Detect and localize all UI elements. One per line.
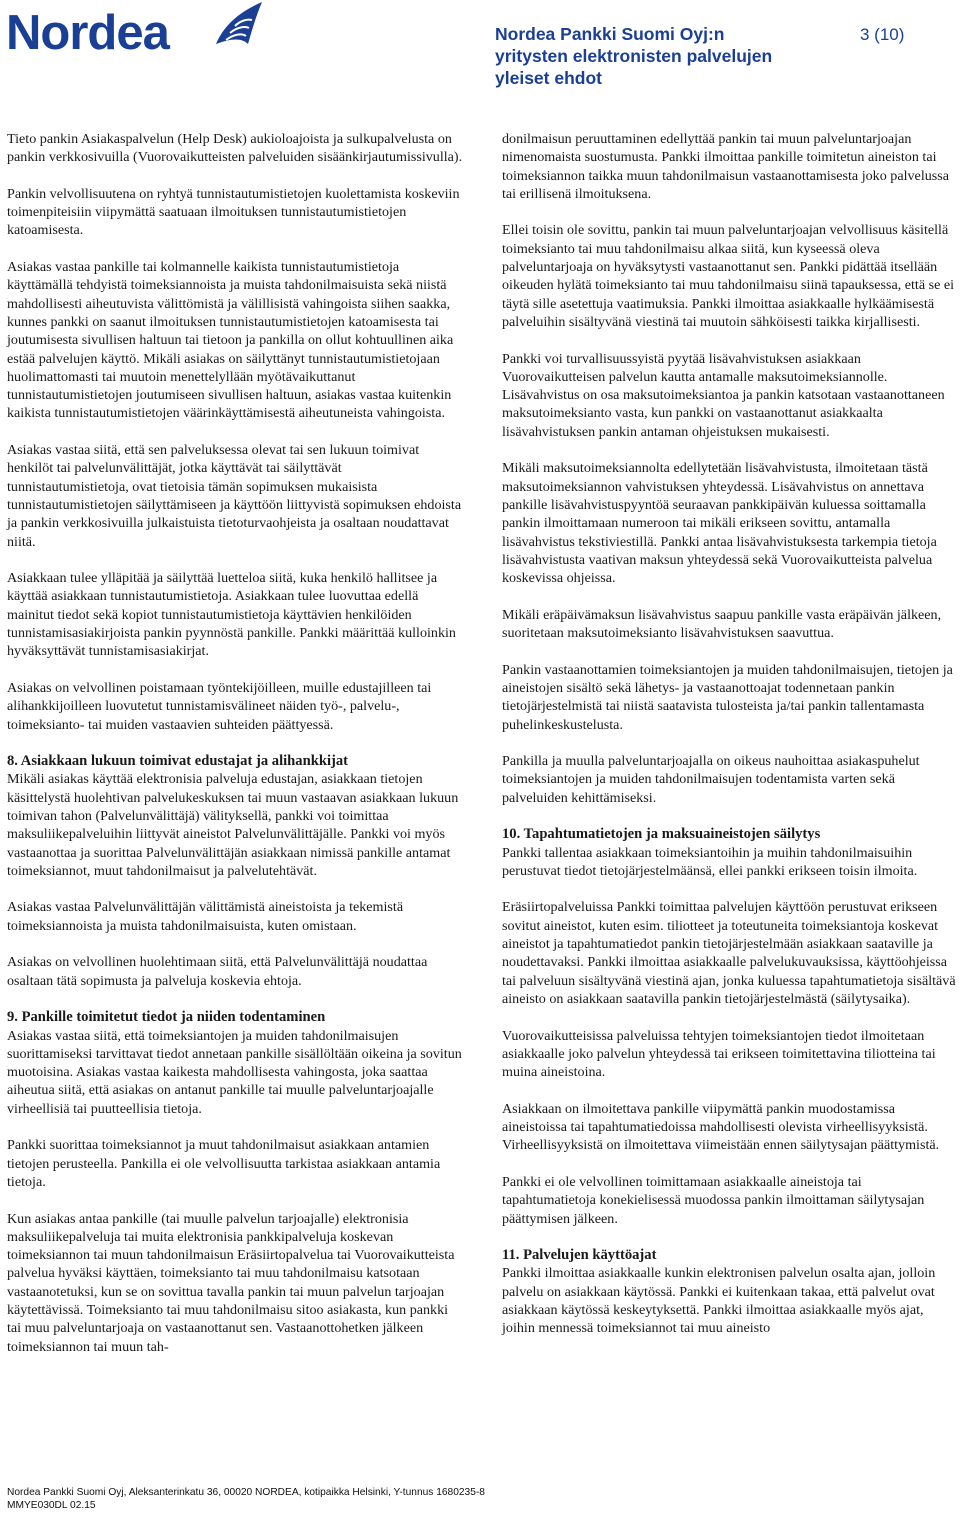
left-column	[7, 130, 463, 1374]
paragraph: Pankilla ja muulla palveluntarjoajalla on oikeus nauhoittaa asiakaspuhelut toimeksiantojen ja muiden tahdonilmaisujen todentamista varten sekä palveluiden kehittämiseksi.	[502, 753, 920, 806]
paragraph: Mikäli eräpäivämaksun lisävahvistus saapuu pankille vasta eräpäivän jälkeen, suoritetaan maksutoimeksianto lisävahvistuksen saavuttua.	[502, 606, 942, 642]
paragraph: Pankki tallentaa asiakkaan toimeksiantoihin ja muihin tahdonilmaisuihin perustuvat tiedot tietojärjestelmäänsä, ellei pankki erikseen toisin ilmoita.	[502, 844, 918, 879]
paragraph: Pankki ei ole velvollinen toimittamaan asiakkaalle aineistoja tai tapahtumatietoja konekielisessä muodossa pankin ilmoittaman säilytysajan päättymisen jälkeen.	[502, 1173, 925, 1227]
paragraph: Kun asiakas antaa pankille (tai muulle palvelun tarjoajalle) elektronisia maksuliikepalveluja tai muita elektronisia pankkipalveluja koskevan toimeksiannon tai muun tahdonilmaisun Eräsiirtopalvelua tai Vuorovaikutteista palvelua hyväksi käyttäen, toimeksianto tai muu tahdonilmaisu katsotaan vastaanotetuksi, kun se on sovittua tavalla pankin tai muun palvelun tarjoajan käytettävissä. Toimeksianto tai muu tahdonilmaisu sitoo asiakasta, kun pankki tai muu palveluntarjoaja on vastaanottanut sen. Vastaanottohetken jälkeen toimeksiannon tai muun tah-	[7, 1210, 455, 1355]
paragraph: Asiakkaan on ilmoitettava pankille viipymättä pankin muodostamissa aineistoissa tai tapahtumatiedoissa mahdollisesti olevista virheellisyyksistä. Virheellisyyksistä on ilmoitettava viimeistään ennen säilytysajan päättymistä.	[502, 1100, 940, 1154]
paragraph: Pankki voi turvallisuussyistä pyytää lisävahvistuksen asiakkaan Vuorovaikutteisen palvelun kautta antamalle maksutoimeksiannolle. Lisävahvistus on osa maksutoimeksiantoa ja pankin katsotaan vastaanottaneen maksutoimeksianto vasta, kun pankki on vastaanottanut asiakkaalta lisävahvistuksen pankin antaman ohjeistuksen mukaisesti.	[502, 350, 945, 440]
paragraph: Ellei toisin ole sovittu, pankin tai muun palveluntarjoajan velvollisuus käsitellä toimeksianto tai muu tahdonilmaisu alkaa siitä, kun kyseessä oleva palveluntarjoaja on hyväksytysti vastaanottanut sen. Pankki pidättää itsellään oikeuden hylätä toimeksianto tai muu tahdonilmaisu siinä tapauksessa, että se ei täytä sille asetettuja vaatimuksia. Pankki ilmoittaa asiakkaalle hylkäämisestä palveluihin sisältyvänä viestinä tai muutoin sähköisesti taikka kirjallisesti.	[502, 222, 955, 330]
paragraph: Pankin vastaanottamien toimeksiantojen ja muiden tahdonilmaisujen, tietojen ja aineistojen sisältö sekä lähetys- ja vastaanottoajat todennetaan pankin tietojärjestelmistä tai niistä saatavista tulosteista ja/tai pankin tallentamasta puhelinkeskustelusta.	[502, 661, 953, 733]
paragraph: donilmaisun peruuttaminen edellyttää pankin tai muun palveluntarjoajan nimenomaista suostumusta. Pankki ilmoittaa pankille toimitetun aineiston tai toimeksiannon taikka muun tahdonilmaisun vastaanottamisesta joko palvelussa tai erillisenä ilmoituksena.	[502, 131, 950, 202]
paragraph: Vuorovaikutteisissa palveluissa tehtyjen toimeksiantojen tiedot ilmoitetaan asiakkaalle joko palvelun yhteydessä tai erikseen toimitettavina tiliotteina tai muina aineistoina.	[502, 1027, 936, 1081]
footer-company-info: Nordea Pankki Suomi Oyj, Aleksanterinkatu 36, 00020 NORDEA, kotipaikka Helsinki, Y-tunnus 1680235-8	[7, 1487, 485, 1498]
document-title	[495, 23, 772, 89]
company-name: Nordea Pankki Suomi Oyj:n	[495, 24, 725, 44]
paragraph: Asiakas vastaa siitä, että sen palveluksessa olevat tai sen lukuun toimivat henkilöt tai palvelunvälittäjät, jotka käyttävät tai säilyttävät tunnistautumistietoja, ovat tietoisia tämän sopimuksen mukaisista tunnistautumistietojen säilyttämiseen ja käyttöön liittyvistä sopimuksen ehdoista ja pankin verkkosivuilla julkaistuista tietoturvaohjeista ja osaltaan noudattavat niitä.	[7, 442, 462, 550]
logo-wordmark: Nordea	[6, 6, 169, 60]
paragraph: Pankki suorittaa toimeksiannot ja muut tahdonilmaisut asiakkaan antamien tietojen perusteella. Pankilla ei ole velvollisuutta tarkistaa asiakkaan antamia tietoja.	[7, 1137, 441, 1190]
right-column	[502, 130, 958, 1356]
nordea-logo	[6, 0, 266, 62]
page-header	[0, 0, 960, 110]
paragraph: Asiakas vastaa siitä, että toimeksiantojen ja muiden tahdonilmaisujen suorittamiseksi tarvittavat tiedot annetaan pankille sisällöltään oikeina ja sovitun muotoisina. Asiakas vastaa kaikesta mahdollisesta vahingosta, joka saattaa aiheutua siitä, että asiakas on antanut pankille tai muulle palveluntarjoajalle virheellisiä tai puutteellisia tietoja.	[7, 1027, 462, 1117]
paragraph: Asiakas vastaa pankille tai kolmannelle kaikista tunnistautumistietoja käyttämällä tehdyistä toimeksiannoista ja muista tahdonilmaisuista sekä niistä mahdollisesti aiheutuvista välittömistä ja välillisistä vahingoista siihen saakka, kunnes pankki on saanut ilmoituksen tunnistautumistietojen katoamisesta tai joutumisesta sivullisen haltuun tai tietoon ja pankilla on ollut kohtuullinen aika estää palvelujen käyttö. Mikäli asiakas on säilyttänyt tunnistautumistietojaan huolimattomasti tai muutoin menettelyllään myötävaikuttanut tunnistautumistietojen joutumiseen sivullisen haltuun, asiakas vastaa kuitenkin kaikista tunnistautumistietojen väärinkäyttämisestä aiheutuneista vahingoista.	[7, 259, 454, 422]
paragraph: Tieto pankin Asiakaspalvelun (Help Desk) aukioloajoista ja sulkupalvelusta on pankin verkkosivuilla (Vuorovaikutteisten palveluiden sisäänkirjautumissivulla).	[7, 131, 463, 166]
title-line-2: yritysten elektronisten palvelujen	[495, 46, 773, 66]
paragraph: Pankin velvollisuutena on ryhtyä tunnistautumistietojen kuolettamista koskeviin toimenpiteisiin viipymättä saatuaan ilmoituksen tunnistautumistietojen katoamisesta.	[7, 185, 460, 239]
paragraph: Asiakas vastaa Palvelunvälittäjän välittämistä aineistoista ja tekemistä toimeksiannoista ja muista tahdonilmaisuista, kuten omistaan.	[7, 899, 404, 934]
sail-logo-icon	[212, 0, 266, 48]
section-heading-10: 10. Tapahtumatietojen ja maksuaineistojen säilytys	[502, 826, 821, 843]
paragraph: Asiakas on velvollinen poistamaan työntekijöilleen, muille edustajilleen tai alihankkijoilleen luovutetut tunnistamisvälineet näiden työ-, palvelu-, toimeksianto- tai muiden vastaavien suhteiden päättyessä.	[7, 679, 432, 733]
paragraph: Asiakkaan tulee ylläpitää ja säilyttää luetteloa siitä, kuka henkilö hallitsee ja käyttää asiakkaan tunnistautumistietoja. Asiakkaan tulee luovuttaa edellä mainitut tiedot sekä kopiot tunnistautumistietoja käyttävien henkilöiden tunnistamisasiakirjoista pankin pyynnöstä pankille. Pankki määrittää kulloinkin hyväksyttävät tunnistamisasiakirjat.	[7, 570, 456, 660]
page-number: 3 (10)	[860, 25, 905, 44]
title-line-3: yleiset ehdot	[495, 68, 602, 88]
paragraph: Mikäli maksutoimeksiannolta edellytetään lisävahvistusta, ilmoitetaan tästä maksutoimeksiannon vahvistuksen yhteydessä. Lisävahvistus on annettava pankille lisävahvistuspyyntöä seuraavan pankkipäivän kuluessa soittamalla pankin ilmoittamaan numeroon tai mikäli erikseen sovittu, antamalla lisävahvistus tekstiviestillä. Pankki antaa lisävahvistuksesta tarkempia tietoja lisävahvistusta vaativan maksun yhteydessä sekä Vuorovaikutteista palvelua koskevissa ohjeissa.	[502, 460, 937, 587]
paragraph: Pankki ilmoittaa asiakkaalle kunkin elektronisen palvelun osalta ajan, jolloin palvelu on asiakkaan käytössä. Pankki ei kuitenkaan takaa, että palvelut ovat asiakkaan käytössä keskeytyksettä. Pankki ilmoittaa asiakkaalle myös ajat, joihin mennessä toimeksiannot tai muu aineisto	[502, 1265, 936, 1337]
section-heading-8: 8. Asiakkaan lukuun toimivat edustajat ja alihankkijat	[7, 753, 349, 770]
section-heading-9: 9. Pankille toimitetut tiedot ja niiden todentaminen	[7, 1009, 326, 1026]
footer-document-code: MMYE030DL 02.15	[7, 1500, 96, 1511]
paragraph: Eräsiirtopalveluissa Pankki toimittaa palvelujen käyttöön perustuvat erikseen sovitut aineistot, kuten esim. tiliotteet ja toteutuneita toimeksiantoja koskevat aineistot ja tapahtumatiedot pankin tietojärjestelmään asiakkaan saataville ja noudettavaksi. Pankki ilmoittaa asiakkaalle palvelukuvauksissa, käyttöohjeissa tai palveluun sisältyvänä viestinä ajan, jonka kuluessa tapahtumatietoja sisältävä aineisto on asiakkaan saatavilla pankin tietojärjestelmästä (säilytysaika).	[502, 899, 956, 1007]
page-footer	[7, 1486, 485, 1512]
paragraph: Asiakas on velvollinen huolehtimaan siitä, että Palvelunvälittäjä noudattaa osaltaan tätä sopimusta ja palveluja koskevia ehtoja.	[7, 954, 428, 989]
paragraph: Mikäli asiakas käyttää elektronisia palveluja edustajan, asiakkaan tietojen käsittelystä huolehtivan palvelukeskuksen tai muun vastaavan asiakkaan lukuun toimivan tahon (Palvelunvälittäjä) välityksellä, pankki voi toimittaa maksuliikepalveluihin liittyvät aineistot Palvelunvälittäjälle. Pankki voi myös vastaanottaa ja suorittaa Palvelunvälittäjän asiakkaan nimissä pankille antamat toimeksiannot, muut tahdonilmaisut ja palvelutehtävät.	[7, 771, 459, 879]
section-heading-11: 11. Palvelujen käyttöajat	[502, 1247, 657, 1264]
